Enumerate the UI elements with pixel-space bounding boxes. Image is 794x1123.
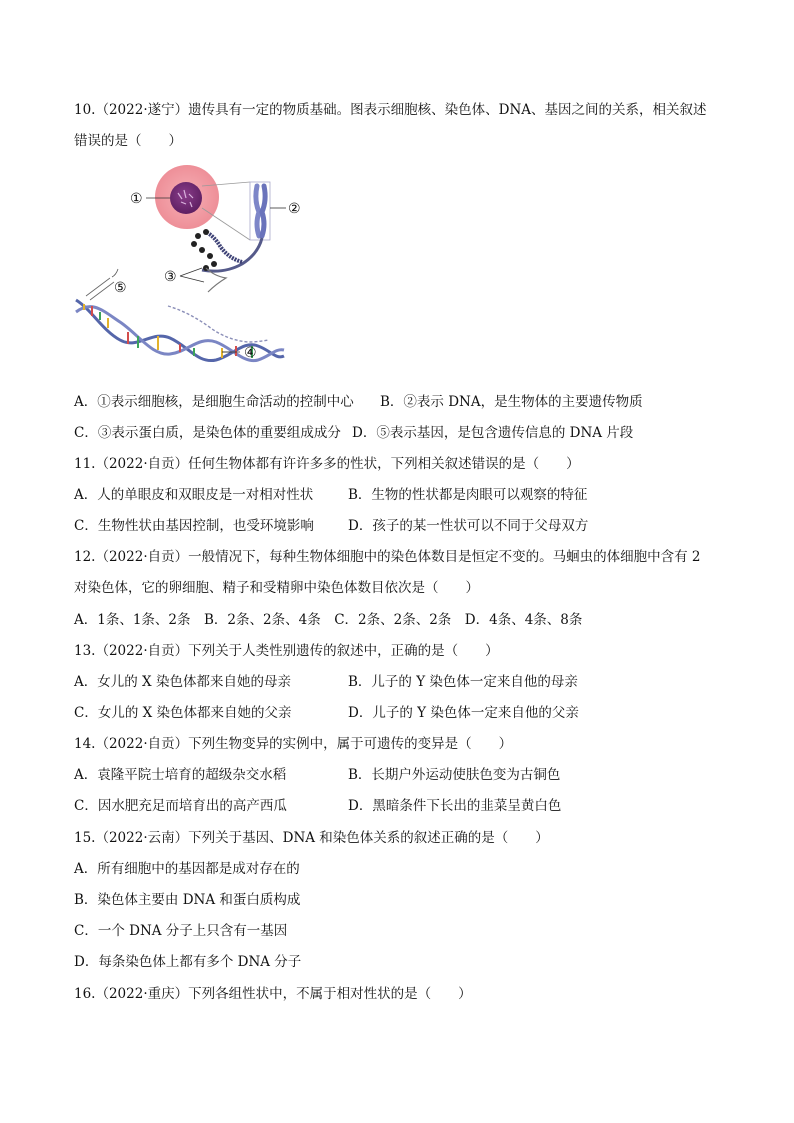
q15-option-c[interactable]: C．一个 DNA 分子上只含有一基因	[74, 923, 288, 939]
q10-option-a[interactable]: A．①表示细胞核，是细胞生命活动的控制中心	[74, 394, 354, 410]
q12-stem-line1: 12.（2022·自贡）一般情况下，每种生物体细胞中的染色体数目是恒定不变的。马蛔虫的体细胞中含有 2	[74, 549, 701, 565]
q13-option-c[interactable]: C．女儿的 X 染色体都来自她的父亲	[74, 705, 292, 721]
figure-label-2: ②	[288, 201, 301, 217]
q10-option-d[interactable]: D．⑤表示基因，是包含遗传信息的 DNA 片段	[352, 425, 634, 441]
q13-option-d[interactable]: D．儿子的 Y 染色体一定来自他的父亲	[348, 705, 579, 721]
q11-stem: 11.（2022·自贡）任何生物体都有许许多多的性状，下列相关叙述错误的是（ ）	[74, 456, 580, 472]
q14-option-a[interactable]: A．袁隆平院士培育的超级杂交水稻	[74, 767, 287, 783]
q12-stem-line2: 对染色体，它的卵细胞、精子和受精卵中染色体数目依次是（ ）	[74, 580, 479, 596]
q13-option-b[interactable]: B．儿子的 Y 染色体一定来自他的母亲	[348, 674, 578, 690]
q10-stem-line1: 10.（2022·遂宁）遗传具有一定的物质基础。图表示细胞核、染色体、DNA、基因之间的关系，相关叙述	[74, 102, 707, 118]
q10-stem-line2: 错误的是（ ）	[74, 133, 182, 149]
q15-option-a[interactable]: A．所有细胞中的基因都是成对存在的	[74, 861, 300, 877]
q15-option-d[interactable]: D．每条染色体上都有多个 DNA 分子	[74, 954, 302, 970]
q11-option-b[interactable]: B．生物的性状都是肉眼可以观察的特征	[348, 487, 588, 503]
q14-option-d[interactable]: D．黑暗条件下长出的韭菜呈黄白色	[348, 798, 562, 814]
figure-label-5: ⑤	[114, 280, 127, 296]
q13-stem: 13.（2022·自贡）下列关于人类性别遗传的叙述中，正确的是（ ）	[74, 643, 499, 659]
q13-option-a[interactable]: A．女儿的 X 染色体都来自她的母亲	[74, 674, 291, 690]
q12-options[interactable]: A．1条、1条、2条 B．2条、2条、4条 C．2条、2条、2条 D．4条、4条、8条	[74, 612, 583, 628]
q14-option-c[interactable]: C．因水肥充足而培育出的高产西瓜	[74, 798, 287, 814]
q11-option-c[interactable]: C．生物性状由基因控制，也受环境影响	[74, 518, 314, 534]
figure-label-4: ④	[244, 345, 257, 361]
q10-figure-cell-chromosome-dna-gene	[72, 160, 312, 382]
q11-option-d[interactable]: D．孩子的某一性状可以不同于父母双方	[348, 518, 589, 534]
q16-stem: 16.（2022·重庆）下列各组性状中，不属于相对性状的是（ ）	[74, 986, 472, 1002]
q14-option-b[interactable]: B．长期户外运动使肤色变为古铜色	[348, 767, 561, 783]
chromosome-shape	[256, 186, 259, 236]
q15-stem: 15.（2022·云南）下列关于基因、DNA 和染色体关系的叙述正确的是（ ）	[74, 830, 549, 846]
q15-option-b[interactable]: B．染色体主要由 DNA 和蛋白质构成	[74, 892, 301, 908]
figure-label-3: ③	[164, 269, 177, 285]
dna-diagram	[72, 160, 312, 382]
q10-option-c[interactable]: C．③表示蛋白质，是染色体的重要组成成分	[74, 425, 341, 441]
q10-option-b[interactable]: B．②表示 DNA，是生物体的主要遗传物质	[380, 394, 643, 410]
q14-stem: 14.（2022·自贡）下列生物变异的实例中，属于可遗传的变异是（ ）	[74, 736, 513, 752]
figure-label-1: ①	[130, 191, 143, 207]
q11-option-a[interactable]: A．人的单眼皮和双眼皮是一对相对性状	[74, 487, 314, 503]
